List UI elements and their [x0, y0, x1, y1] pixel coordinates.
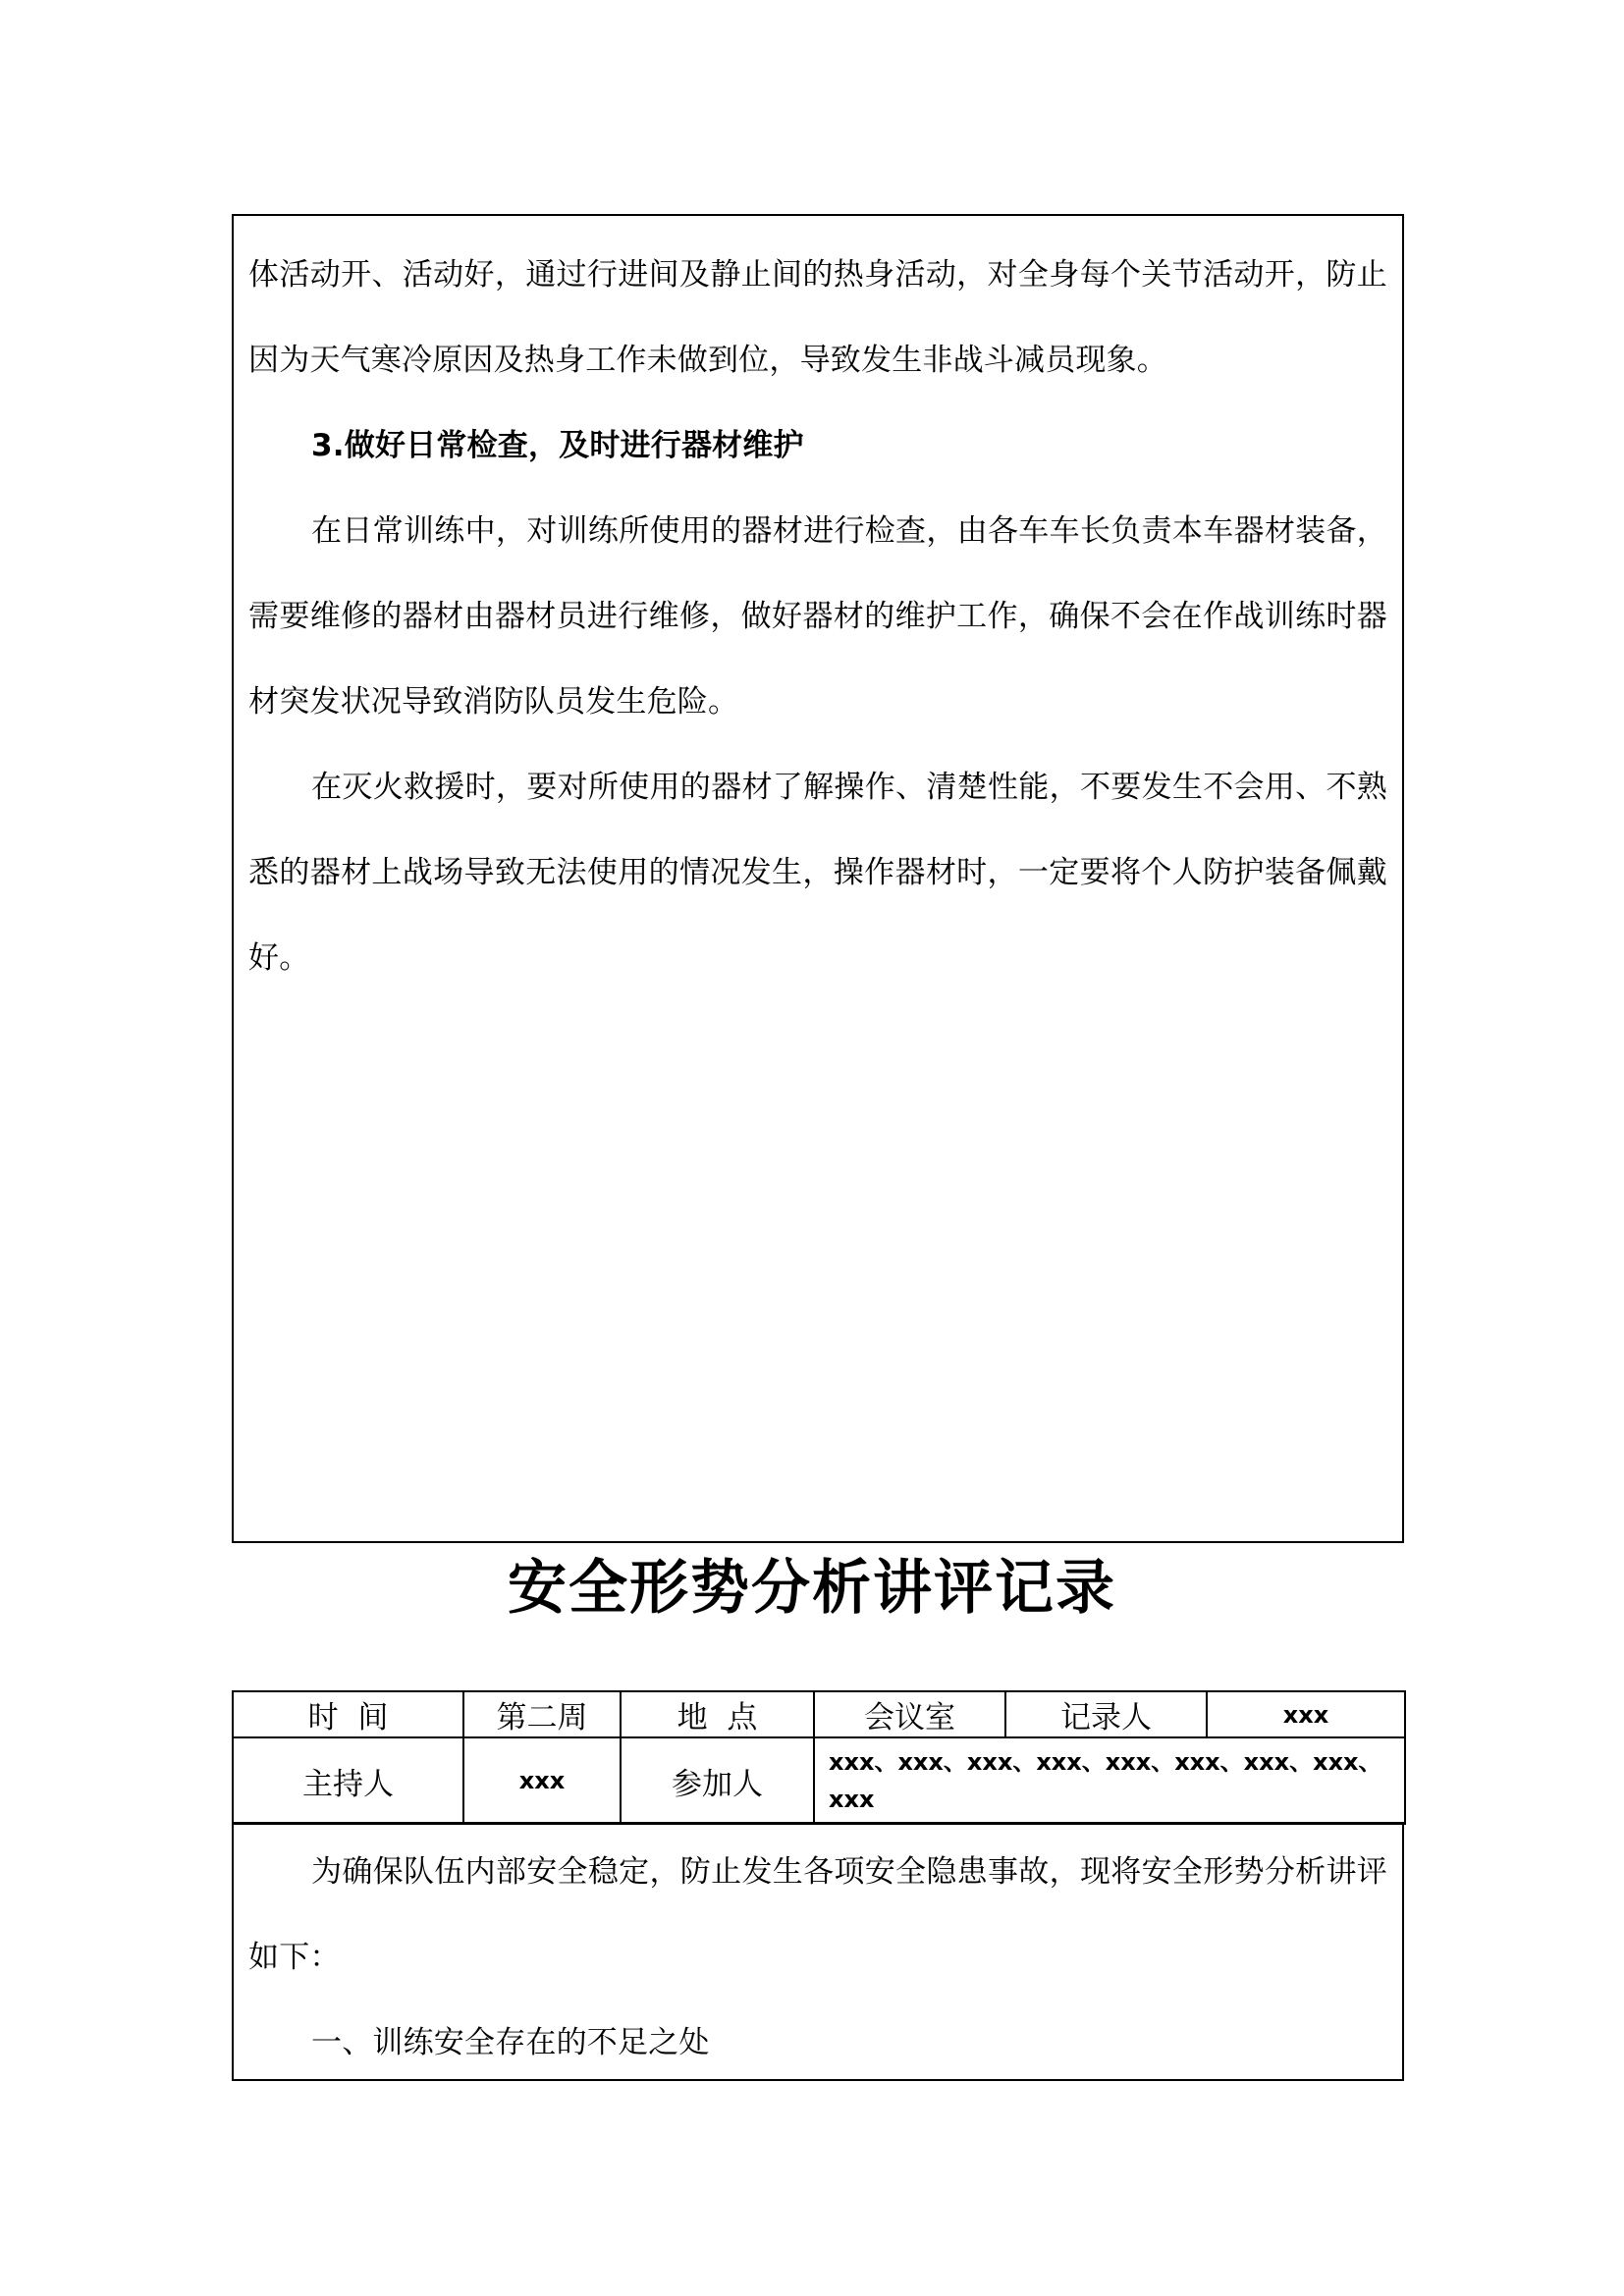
- table-row: [233, 1691, 1405, 1737]
- recorder-value: xxx: [1207, 1691, 1405, 1737]
- subheading-equipment-check: 3.做好日常检查，及时进行器材维护: [311, 428, 804, 463]
- continued-section-box: [232, 214, 1404, 1543]
- attendees-value: xxx、xxx、xxx、xxx、xxx、xxx、xxx、xxx、xxx: [814, 1737, 1405, 1824]
- recorder-label: 记录人: [1005, 1691, 1207, 1737]
- location-label: 地 点: [621, 1691, 814, 1737]
- table-row: [233, 1737, 1405, 1824]
- meeting-info-table: [232, 1690, 1406, 1825]
- content-box: [232, 1822, 1404, 2081]
- host-value: xxx: [463, 1737, 621, 1824]
- paragraph-daily-check: 在日常训练中，对训练所使用的器材进行检查，由各车车长负责本车器材装备，需要维修的器材由器材员进行维修，做好器材的维护工作，确保不会在作战训练时器材突发状况导致消防队员发生危险。: [248, 513, 1387, 720]
- attendees-label: 参加人: [621, 1737, 814, 1824]
- location-value: 会议室: [814, 1691, 1005, 1737]
- time-label: 时 间: [233, 1691, 463, 1737]
- host-label: 主持人: [233, 1737, 463, 1824]
- section-heading-1: 一、训练安全存在的不足之处: [311, 2025, 710, 2060]
- paragraph-warmup: 体活动开、活动好，通过行进间及静止间的热身活动，对全身每个关节活动开，防止因为天气寒冷原因及热身工作未做到位，导致发生非战斗减员现象。: [248, 257, 1387, 378]
- time-value: 第二周: [463, 1691, 621, 1737]
- paragraph-intro: 为确保队伍内部安全稳定，防止发生各项安全隐患事故，现将安全形势分析讲评如下：: [248, 1854, 1387, 1975]
- paragraph-firefighting: 在灭火救援时，要对所使用的器材了解操作、清楚性能，不要发生不会用、不熟悉的器材上战场导致无法使用的情况发生，操作器材时，一定要将个人防护装备佩戴好。: [248, 770, 1387, 976]
- page-title: 安全形势分析讲评记录: [508, 1554, 1116, 1623]
